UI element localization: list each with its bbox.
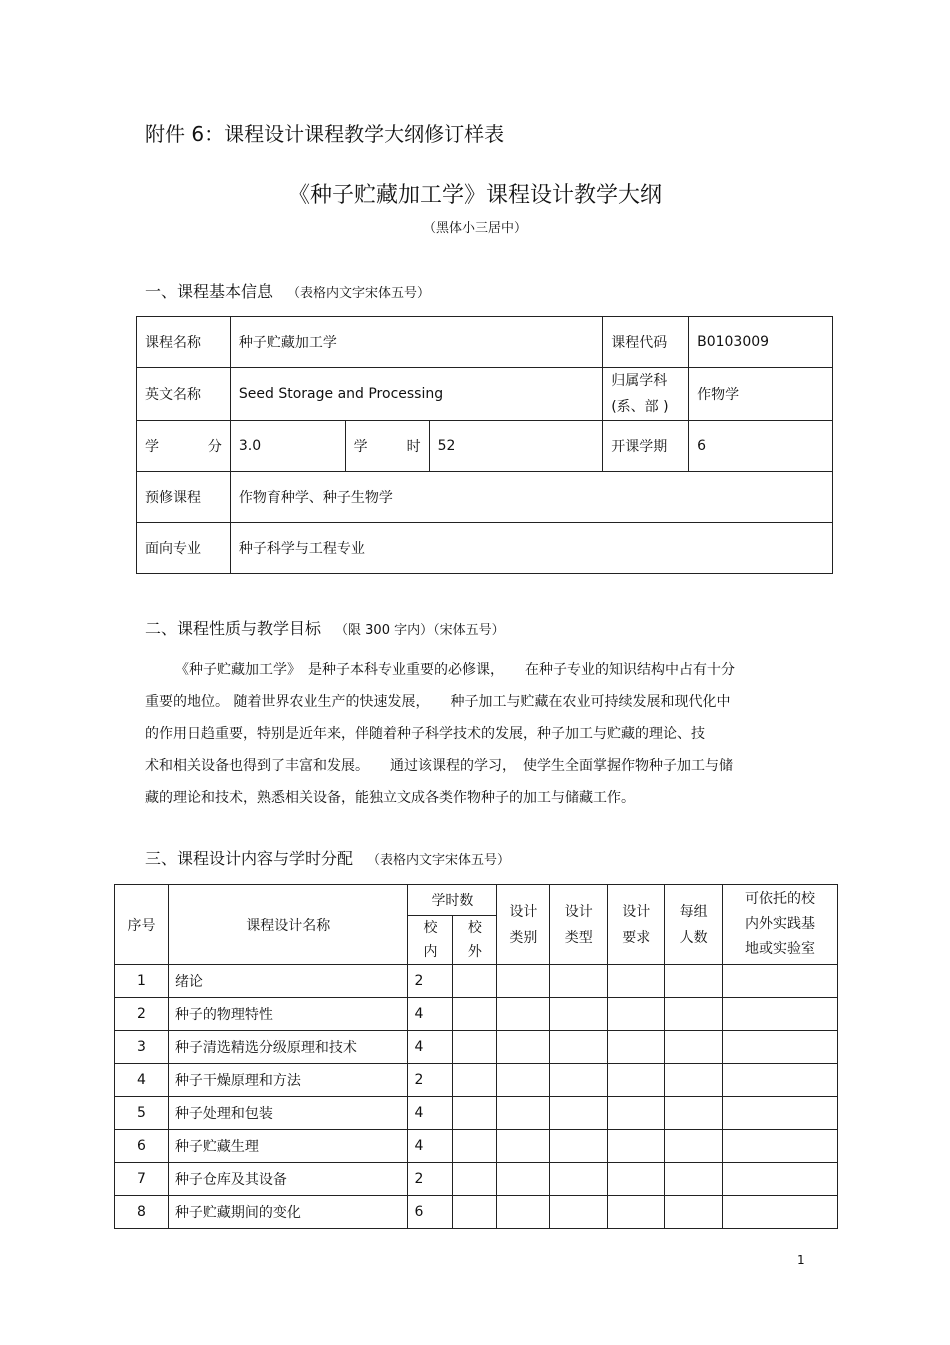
english-name-value: Seed Storage and Processing [230, 368, 602, 421]
row-requirement [608, 1031, 665, 1064]
header-requirement [608, 885, 665, 965]
row-outside-hours [453, 1130, 497, 1163]
row-no: 8 [115, 1196, 169, 1229]
row-type [550, 1196, 608, 1229]
row-name: 种子处理和包装 [168, 1097, 408, 1130]
table-row [115, 1097, 838, 1130]
description-line: 藏的理论和技术，熟悉相关设备，能独立文成各类作物种子的加工与储藏工作。 [145, 790, 635, 806]
row-inside-hours: 6 [408, 1196, 453, 1229]
row-outside-hours [453, 1163, 497, 1196]
title-note: （黑体小三居中） [422, 221, 527, 236]
header-outside-line1: 校 [467, 920, 482, 936]
section2-hint: （限 300 字内）（宋体五号） [335, 623, 505, 638]
row-requirement [608, 1163, 665, 1196]
header-base-line1: 可依托的校 [745, 891, 816, 907]
row-group-size [665, 1031, 723, 1064]
header-inside-line2: 内 [423, 944, 438, 960]
table-row [115, 998, 838, 1031]
course-description [145, 654, 785, 814]
row-requirement [608, 965, 665, 998]
row-group-size [665, 1064, 723, 1097]
row-base [723, 965, 838, 998]
row-inside-hours: 4 [408, 998, 453, 1031]
row-name: 种子贮藏生理 [168, 1130, 408, 1163]
row-category [497, 1097, 550, 1130]
row-base [723, 1163, 838, 1196]
section1-hint: （表格内文字宋体五号） [287, 286, 431, 301]
prereq-label: 预修课程 [137, 472, 231, 523]
row-category [497, 965, 550, 998]
major-value: 种子科学与工程专业 [230, 523, 832, 574]
header-requirement-line2: 要求 [622, 929, 651, 946]
row-outside-hours [453, 965, 497, 998]
description-line: 术和相关设备也得到了丰富和发展。 通过该课程的学习， 使学生全面掌握作物种子加工与储 [145, 758, 733, 774]
row-base [723, 1130, 838, 1163]
header-group-line2: 人数 [679, 929, 708, 946]
row-name: 种子的物理特性 [168, 998, 408, 1031]
table-row [115, 1031, 838, 1064]
row-inside-hours: 2 [408, 965, 453, 998]
major-label: 面向专业 [137, 523, 231, 574]
row-outside-hours [453, 998, 497, 1031]
row-no: 4 [115, 1064, 169, 1097]
english-name-label: 英文名称 [137, 368, 231, 421]
row-base [723, 998, 838, 1031]
header-requirement-line1: 设计 [622, 903, 651, 920]
table-body [115, 965, 838, 1229]
row-type [550, 965, 608, 998]
header-base [723, 885, 838, 965]
row-group-size [665, 1163, 723, 1196]
table-row [115, 1163, 838, 1196]
section1-heading [145, 279, 430, 302]
row-outside-hours [453, 1064, 497, 1097]
row-no: 7 [115, 1163, 169, 1196]
row-group-size [665, 1097, 723, 1130]
row-inside-hours: 4 [408, 1130, 453, 1163]
discipline-label [603, 368, 689, 421]
row-category [497, 1130, 550, 1163]
row-category [497, 1196, 550, 1229]
row-group-size [665, 1196, 723, 1229]
hours-value: 52 [429, 421, 603, 472]
description-line: 重要的地位。 随着世界农业生产的快速发展， 种子加工与贮藏在农业可持续发展和现代化中 [145, 694, 731, 710]
section2-heading [145, 616, 505, 639]
attachment-heading: 附件 6：课程设计课程教学大纲修订样表 [145, 122, 505, 146]
row-outside-hours [453, 1097, 497, 1130]
row-type [550, 998, 608, 1031]
discipline-label-line2: (系、部 ) [611, 399, 669, 415]
section3-hint: （表格内文字宋体五号） [367, 853, 511, 868]
row-group-size [665, 965, 723, 998]
header-no: 序号 [115, 885, 169, 965]
row-no: 1 [115, 965, 169, 998]
header-outside [453, 916, 497, 965]
description-line: 的作用日趋重要，特别是近年来，伴随着种子科学技术的发展，种子加工与贮藏的理论、技 [145, 726, 705, 742]
table-row [115, 1064, 838, 1097]
row-name: 种子仓库及其设备 [168, 1163, 408, 1196]
course-name-value: 种子贮藏加工学 [230, 317, 602, 368]
row-requirement [608, 1064, 665, 1097]
term-label: 开课学期 [603, 421, 689, 472]
row-inside-hours: 2 [408, 1064, 453, 1097]
description-line: 《种子贮藏加工学》 是种子本科专业重要的必修课， 在种子专业的知识结构中占有十分 [175, 662, 735, 678]
row-no: 5 [115, 1097, 169, 1130]
prereq-value: 作物育种学、种子生物学 [230, 472, 832, 523]
row-no: 6 [115, 1130, 169, 1163]
row-category [497, 1163, 550, 1196]
row-base [723, 1064, 838, 1097]
row-outside-hours [453, 1196, 497, 1229]
row-category [497, 998, 550, 1031]
row-no: 3 [115, 1031, 169, 1064]
header-category-line2: 类别 [509, 929, 538, 946]
credit-value: 3.0 [230, 421, 345, 472]
table-row [115, 1130, 838, 1163]
row-name: 种子贮藏期间的变化 [168, 1196, 408, 1229]
row-base [723, 1031, 838, 1064]
row-requirement [608, 1130, 665, 1163]
header-inside-line1: 校 [423, 920, 438, 936]
row-no: 2 [115, 998, 169, 1031]
section1-title: 一、课程基本信息 [145, 282, 274, 301]
row-category [497, 1031, 550, 1064]
row-requirement [608, 998, 665, 1031]
page-title: 《种子贮藏加工学》课程设计教学大纲 [287, 183, 662, 208]
row-name: 绪论 [168, 965, 408, 998]
term-value: 6 [689, 421, 833, 472]
row-type [550, 1163, 608, 1196]
course-info-table [136, 316, 833, 574]
row-inside-hours: 4 [408, 1031, 453, 1064]
row-base [723, 1196, 838, 1229]
table-row [115, 965, 838, 998]
header-group-size [665, 885, 723, 965]
header-base-line3: 地或实验室 [745, 941, 816, 957]
course-code-label: 课程代码 [603, 317, 689, 368]
credit-label: 学 分 [137, 421, 231, 472]
header-outside-line2: 外 [467, 944, 482, 960]
page-number: 1 [797, 1253, 805, 1267]
header-category [497, 885, 550, 965]
header-inside [408, 916, 453, 965]
row-requirement [608, 1196, 665, 1229]
discipline-label-line1: 归属学科 [611, 373, 668, 389]
row-type [550, 1130, 608, 1163]
section3-heading [145, 846, 510, 869]
row-group-size [665, 998, 723, 1031]
header-type-line2: 类型 [564, 929, 593, 946]
header-base-line2: 内外实践基 [745, 916, 816, 932]
content-hours-table [114, 884, 838, 1229]
row-inside-hours: 4 [408, 1097, 453, 1130]
row-category [497, 1064, 550, 1097]
row-inside-hours: 2 [408, 1163, 453, 1196]
table-row [115, 1196, 838, 1229]
section2-title: 二、课程性质与教学目标 [145, 619, 322, 638]
course-name-label: 课程名称 [137, 317, 231, 368]
header-type [550, 885, 608, 965]
row-type [550, 1064, 608, 1097]
row-outside-hours [453, 1031, 497, 1064]
course-code-value: B0103009 [689, 317, 833, 368]
row-name: 种子干燥原理和方法 [168, 1064, 408, 1097]
row-type [550, 1031, 608, 1064]
row-name: 种子清选精选分级原理和技术 [168, 1031, 408, 1064]
header-group-line1: 每组 [679, 903, 708, 920]
header-name: 课程设计名称 [168, 885, 408, 965]
section3-title: 三、课程设计内容与学时分配 [145, 849, 354, 868]
row-requirement [608, 1097, 665, 1130]
discipline-value: 作物学 [689, 368, 833, 421]
header-type-line1: 设计 [564, 903, 593, 920]
header-hours: 学时数 [408, 885, 497, 916]
header-category-line1: 设计 [509, 903, 538, 920]
hours-label: 学 时 [345, 421, 429, 472]
row-group-size [665, 1130, 723, 1163]
row-type [550, 1097, 608, 1130]
row-base [723, 1097, 838, 1130]
